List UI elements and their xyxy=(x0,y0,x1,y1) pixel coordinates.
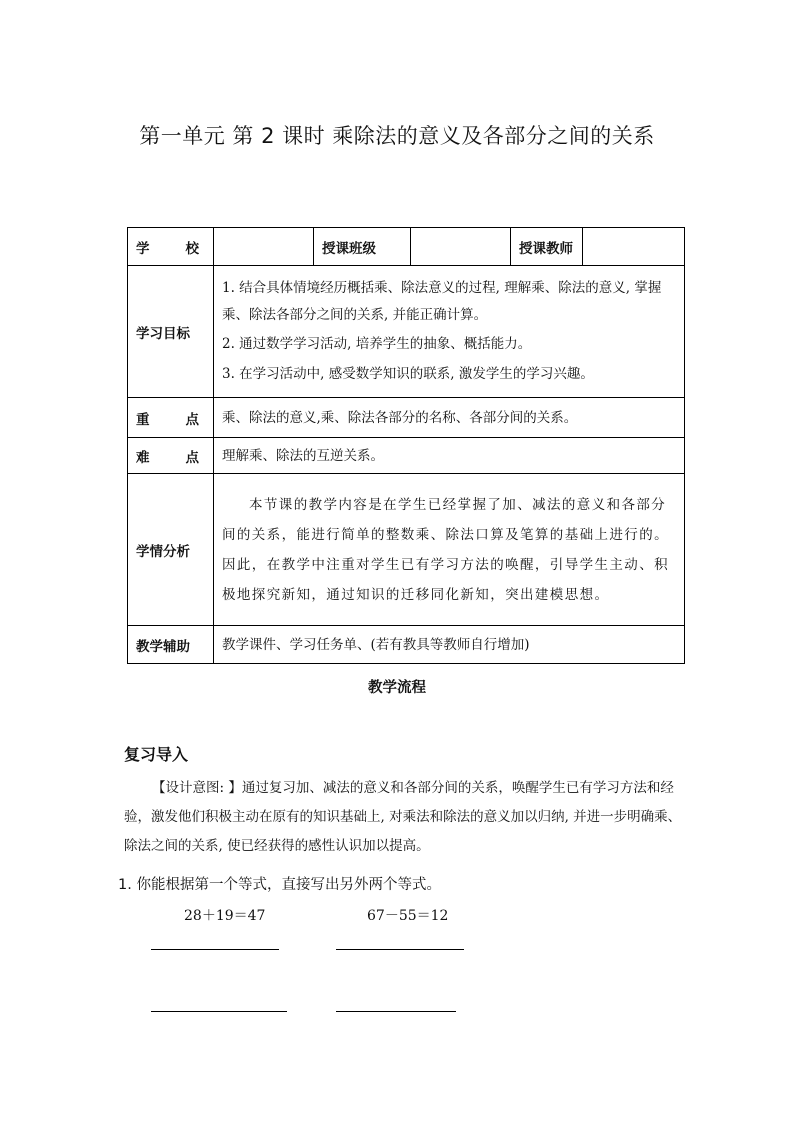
design-intent-paragraph: 【设计意图: 】通过复习加、减法的意义和各部分间的关系，唤醒学生已有学习方法和经验，激发他们积极主动在原有的知识基础上, 对乘法和除法的意义加以归纳, 并进一步明确乘、除法之间的关系, 使已经获得的感性认识加以提高。 xyxy=(124,780,682,854)
goal-item: 3. 在学习活动中, 感受数学知识的联系, 激发学生的学习兴趣。 xyxy=(222,365,594,382)
equation-subtraction: 67－55＝12 xyxy=(367,908,449,924)
analysis-label: 学情分析 xyxy=(128,474,214,626)
answer-blank[interactable] xyxy=(151,949,279,950)
difficulty-cell: 理解乘、除法的互逆关系。 xyxy=(214,438,685,474)
aids-label: 教学辅助 xyxy=(128,626,214,664)
table-row-key-points xyxy=(128,398,685,438)
answer-blank[interactable] xyxy=(151,1011,287,1012)
flow-title: 教学流程 xyxy=(368,679,426,696)
review-heading: 复习导入 xyxy=(124,745,189,764)
table-row-aids xyxy=(128,626,685,664)
difficulty-label-b: 点 xyxy=(185,449,199,466)
school-label-b: 校 xyxy=(185,240,199,257)
page-title: 第一单元 第 2 课时 乘除法的意义及各部分之间的关系 xyxy=(139,124,655,148)
key-label-b: 点 xyxy=(185,411,199,428)
key-points-cell: 乘、除法的意义,乘、除法各部分的名称、各部分间的关系。 xyxy=(214,398,685,438)
difficulty-label-cell xyxy=(128,438,214,474)
goals-cell xyxy=(214,266,685,398)
school-label-a: 学 xyxy=(136,240,150,257)
class-value-cell xyxy=(411,228,511,266)
school-label-cell xyxy=(128,228,214,266)
analysis-cell xyxy=(214,474,685,626)
goal-item: 2. 通过数学学习活动, 培养学生的抽象、概括能力。 xyxy=(222,335,532,352)
key-label-a: 重 xyxy=(136,411,150,428)
question-1: 1. 你能根据第一个等式，直接写出另外两个等式。 xyxy=(118,877,441,893)
answer-blank[interactable] xyxy=(336,1011,456,1012)
lesson-info-table xyxy=(127,227,685,664)
table-row-difficulty xyxy=(128,438,685,474)
key-label-cell xyxy=(128,398,214,438)
teacher-label: 授课教师 xyxy=(511,228,583,266)
analysis-paragraph: 本节课的教学内容是在学生已经掌握了加、减法的意义和各部分间的关系，能进行简单的整数乘、除法口算及笔算的基础上进行的。因此，在教学中注重对学生已有学习方法的唤醒，引导学生主动、积极地探究新知，通过知识的迁移同化新知，突出建模思想。 xyxy=(222,496,669,603)
equation-addition: 28＋19＝47 xyxy=(184,908,266,924)
class-label: 授课班级 xyxy=(314,228,411,266)
aids-cell: 教学课件、学习任务单、(若有教具等教师自行增加) xyxy=(214,626,685,664)
goals-label: 学习目标 xyxy=(128,266,214,398)
school-value-cell xyxy=(214,228,314,266)
goal-item: 1. 结合具体情境经历概括乘、除法意义的过程, 理解乘、除法的意义, 掌握乘、除法各部分之间的关系, 并能正确计算。 xyxy=(222,279,662,323)
answer-blank[interactable] xyxy=(336,949,464,950)
table-row-goals xyxy=(128,266,685,398)
difficulty-label-a: 难 xyxy=(136,449,150,466)
table-row-analysis xyxy=(128,474,685,626)
table-row-school xyxy=(128,228,685,266)
teacher-value-cell xyxy=(583,228,685,266)
